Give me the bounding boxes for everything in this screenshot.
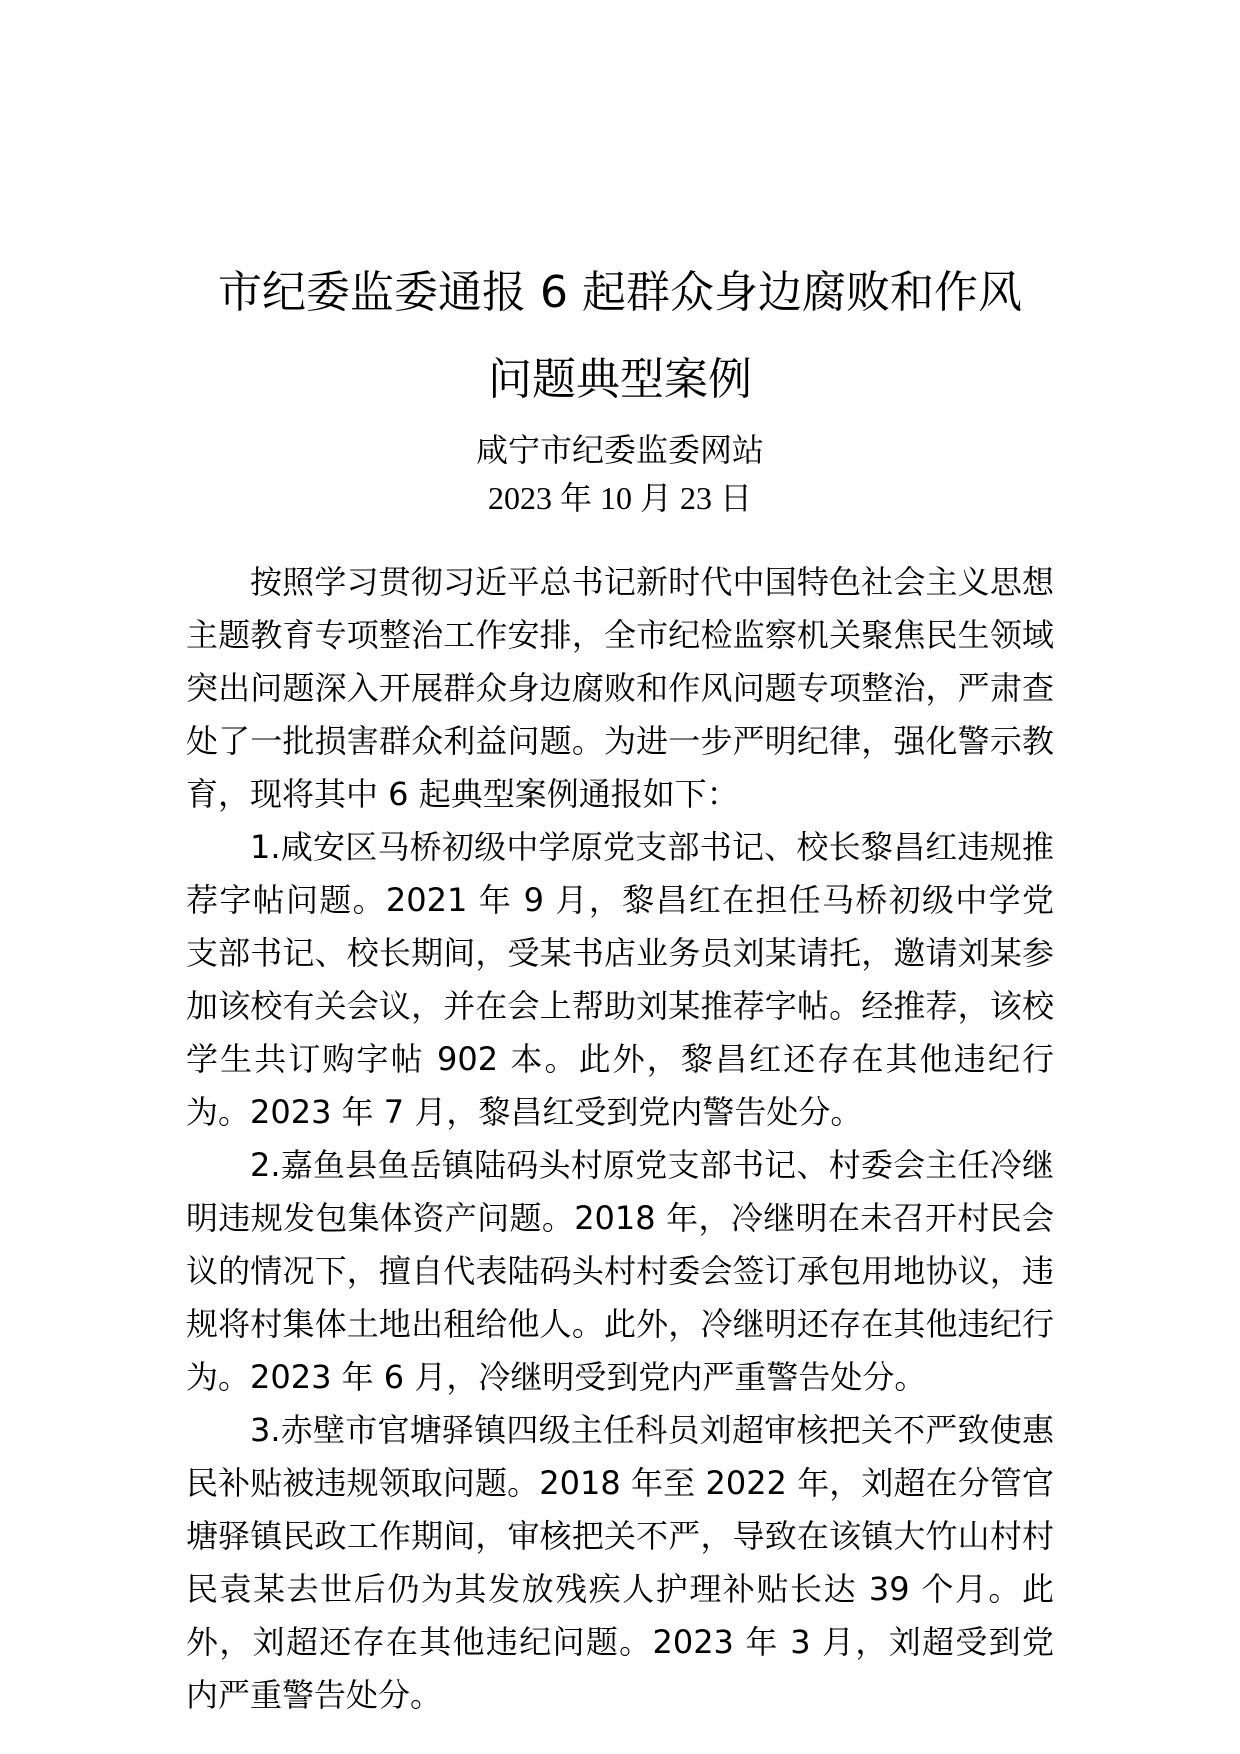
document-title-line-2: 问题典型案例 [488, 354, 752, 405]
document-body [186, 556, 1054, 1722]
intro-paragraph: 按照学习贯彻习近平总书记新时代中国特色社会主义思想主题教育专项整治工作安排，全市纪检监察机关聚焦民生领域突出问题深入开展群众身边腐败和作风问题专项整治，严肃查处了一批损害群众利益问题。为进一步严明纪律，强化警示教育，现将其中 6 起典型案例通报如下： [186, 563, 1054, 813]
case-paragraph-2: 2.嘉鱼县鱼岳镇陆码头村原党支部书记、村委会主任冷继明违规发包集体资产问题。2018 年，冷继明在未召开村民会议的情况下，擅自代表陆码头村村委会签订承包用地协议，违规将村集体土地出租给他人。此外，冷继明还存在其他违纪行为。2023 年 6 月，冷继明受到党内严重警告处分。 [186, 1146, 1054, 1396]
case-paragraph-1: 1.咸安区马桥初级中学原党支部书记、校长黎昌红违规推荐字帖问题。2021 年 9 月，黎昌红在担任马桥初级中学党支部书记、校长期间，受某书店业务员刘某请托，邀请刘某参加该校有关会议，并在会上帮助刘某推荐字帖。经推荐，该校学生共订购字帖 902 本。此外，黎昌红还存在其他违纪行为。2023 年 7 月，黎昌红受到党内警告处分。 [186, 828, 1054, 1131]
document-date: 2023 年 10 月 23 日 [487, 480, 752, 516]
document-source: 咸宁市纪委监委网站 [475, 431, 764, 469]
case-paragraph-3: 3.赤壁市官塘驿镇四级主任科员刘超审核把关不严致使惠民补贴被违规领取问题。2018 年至 2022 年，刘超在分管官塘驿镇民政工作期间，审核把关不严，导致在该镇大竹山村村民袁某去世后仍为其发放残疾人护理补贴长达 39 个月。此外，刘超还存在其他违纪问题。2023 年 3 月，刘超受到党内严重警告处分。 [186, 1411, 1054, 1714]
document-title-line-1: 市纪委监委通报 6 起群众身边腐败和作风 [218, 267, 1022, 318]
